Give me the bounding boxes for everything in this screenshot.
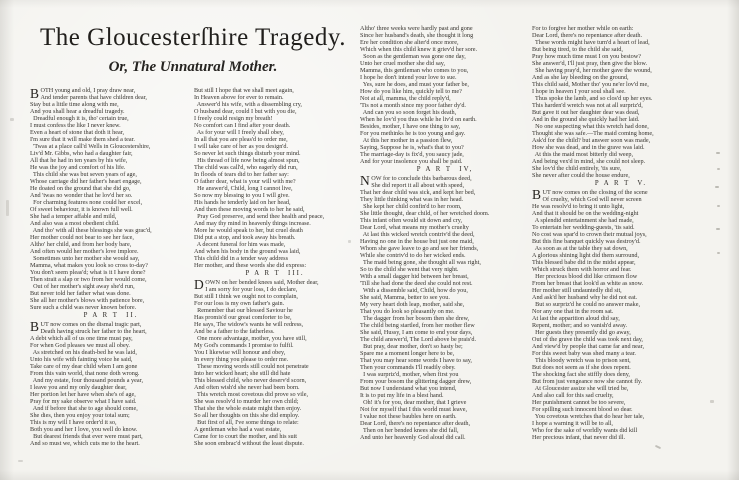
verse-line: Did put a stop, and took away his breath. [194,234,296,241]
verse-line: And when his body in the ground was laid, [194,248,301,255]
scan-artifact [715,186,719,188]
verse-line: Came for to court the mother, and his suit [194,432,298,440]
verse-line: Soon as the gentleman was gone one day, [360,53,466,60]
verse-line: Dreadful enough it is, tho' certain true, [30,115,129,122]
verse-line: While she contriv'd to do her wicked ends. [360,251,466,259]
verse-line: And may thy mind in heavenly things increase. [194,220,311,227]
verse-line: Ere her condition she alter'd once more, [360,39,459,46]
verse-line: Whom she gave leave to go and see her friends, [360,244,479,252]
verse-line: O husband dear, could I but with you die, [194,108,297,115]
verse-line: And in the ground she quickly had her laid. [532,116,640,123]
verse-line: BUT now comes on the closing of the scene [532,187,648,202]
verse-line: But still I think we ought not to complain, [194,292,298,300]
verse-line: I hope he don't intend your love to sue. [360,74,457,81]
verse-line: For you methinks he is too young and gay. [360,130,466,137]
scan-artifact [18,460,23,462]
verse-line: Which when this child knew it griev'd her sore. [360,46,478,53]
verse-line: Her mother, and these words she did express: [194,262,307,269]
verse-line: I was surpriz'd, mother, when first you [360,370,459,378]
verse-line: So now my blessing to you I will give. [194,192,290,199]
verse-line: Mamma, this gentleman who comes to you, [360,67,469,74]
verse-line: The maid being gone, she thought all was right, [360,258,481,266]
verse-line: Liv'd Mr. Gibbs, who had a daughter fair, [30,150,133,157]
verse-line: He doated on the ground that she did go, [30,185,131,192]
verse-line: A glorious shining light did them surround, [532,251,640,259]
verse-line: She little thought, dear child, of her wretched doom. [360,209,490,217]
verse-line: She said, Hussy, I am come to end your days, [360,328,473,336]
drop-cap: B [30,319,40,334]
verse-line: You I likewise will honour and obey, [194,348,286,356]
verse-line: She having pray'd, her mother gave the wound, [532,67,652,74]
scan-artifact [717,168,720,170]
verse-line: This harden'd wretch was not at all surpriz'd, [532,102,643,109]
verse-line: 'Till she had done the deed she could not rest. [360,279,473,287]
verse-line: Her mother still undauntedly did sit, [532,286,622,294]
verse-line: Not for myself that I this world must leave, [360,405,468,413]
verse-line: How do you like him, quickly tell to me? [360,88,462,95]
verse-line: Both you and her I love, you well do know. [30,425,138,433]
verse-line: But never told her father what was done. [30,290,131,297]
scan-artifact [717,252,720,254]
verse-line: She answer'd, I'll just pray, then give the blow. [532,60,648,67]
verse-line: Answer'd his wife, with a dissembling cry, [194,101,302,108]
verse-line: Of cruelty, which God will never screen [542,195,642,203]
verse-line: Having no one in the house but just one maid, [360,237,474,245]
verse-line: And being vex'd in mind, she could not sleep. [532,158,646,165]
verse-line: She did report it all about with speed, [371,181,465,189]
verse-line: And unto her heavenly God aloud did call. [360,433,466,441]
verse-line: But now I understand what you intend, [360,384,457,392]
verse-line: Unto his wife with fainting voice he said, [30,355,133,363]
verse-line: She had a temper affable and mild, [30,213,117,220]
verse-line: I freely could resign my breath! [194,115,273,122]
verse-line: This wretch most covetous did prove so vile, [194,390,308,398]
verse-line: DOWN on her bended knees said, Mother dear, [194,277,319,292]
verse-line: You covetous wretches that do hear her tale, [532,412,645,420]
verse-line: And be a father to the fatherless. [194,327,275,335]
verse-line: My God's commands I promise to fulfil. [194,341,294,349]
verse-line: Pray God preserve, and send thee health and peace, [194,213,325,220]
verse-line: A gentleman who had a vast estate, [194,425,282,433]
verse-line: A decent funeral for him was made, [194,241,286,248]
verse-line: From your bosom the glittering dagger drew, [360,377,472,385]
verse-line: And often wish'd she never had been born. [194,383,300,391]
verse-line: But this fine banquet quickly was destroy'd. [532,237,641,245]
verse-line: It is to put my life in a blest hand. [360,391,444,399]
verse-line: She kept her child confin'd to her room, [360,202,462,210]
verse-line: This bloody wretch was to prison sent, [532,356,631,364]
verse-line: And you shall hear a dreadful tragedy. [30,108,125,115]
verse-line: And view'd by people that came far and near, [532,342,645,350]
verse-line: And often would her mother's love implore. [30,248,139,255]
verse-line: With a small dagger hid between her breast, [360,272,469,280]
verse-line: At this her mother in a passion flew, [360,137,453,144]
verse-line: Remember that our blessed Saviour he [194,306,293,314]
verse-line: So all her thoughts on this she did employ. [194,411,300,419]
verse-line: But being tired, to the child she said, [532,46,623,53]
verse-line: I must confess the like I never knew. [30,122,121,129]
verse-line: This blessed babe did in the midst appear, [532,258,636,266]
verse-line: But dearest friends that ever were must part, [30,432,143,440]
verse-line: Take care of my dear child when I am gone [30,362,138,370]
verse-line: In all that you are pleas'd to order me, [194,136,288,143]
verse-line: Then strait a slap or two from her would come, [30,276,147,283]
verse-line: She lov'd the child entirely, 'tis sure, [532,165,622,172]
verse-line: But from just vengeance now she cannot fly. [532,377,643,385]
verse-line: This child she was but seven years of age, [30,171,137,178]
verse-line: You don't seem pleas'd; what is it I have done? [30,269,146,276]
verse-line: Unto her cruel mother she did say, [360,60,445,67]
verse-line: BOTH young and old, I pray draw near, [30,85,136,101]
verse-line: Into her wicked heart; she still did hate [194,369,291,377]
verse-line: Her portion let her have when she's of age, [30,390,136,398]
verse-line: Her punishment cannot be too severe, [532,398,626,406]
verse-line: To entertain her wedding-guests, 'tis said. [532,223,635,231]
drop-cap: D [194,277,204,292]
verse-line: His hands he tenderly laid on her head, [194,199,291,206]
scan-artifact [716,228,720,230]
verse-line: Yes, sure he does, and must your father be, [360,81,469,88]
verse-line: No one suspecting what this wretch had done, [532,123,649,130]
verse-line: That you do look so pleasantly on me. [360,307,455,315]
verse-line: At this the maid most bitterly did weep, [532,151,634,158]
verse-line: Has promis'd our great comforter to be, [194,313,292,321]
text-column-1 [30,87,192,447]
verse-line: But gave it out her daughter dear was dead, [532,109,640,116]
verse-line: These words might have turn'd a heart of lead, [532,39,650,46]
verse-line: This infant often would sit down and cry, [360,216,463,224]
verse-line: For charming features none could her excel, [30,199,143,206]
verse-line: For when God pleases we must all obey. [30,341,130,349]
verse-line: That she the whole estate might then enjoy. [194,404,302,412]
verse-line: And 'twas no wonder that he lov'd her so. [30,192,133,199]
verse-line: Altho' three weeks were hardly past and gone [360,25,473,32]
verse-line: Sure such a child was never known before. [30,304,137,311]
verse-line: In every thing you please to order me. [194,355,289,363]
verse-line: Out of the grave the child was took next day, [532,335,643,343]
verse-line: Nor any one that in the room sat. [532,307,614,315]
verse-line: But first of all, I've some things to relate: [194,418,299,426]
verse-line: No comfort can I find after your death. [194,122,291,129]
verse-line: Repent, mother; and so vanish'd away. [532,321,628,329]
verse-line: I am sorry for your loss, I do declare, [205,285,298,293]
verse-line: I hope in heaven I your soul shall see. [532,88,626,95]
verse-line: Even a heart of stone that doth it hear, [30,129,125,136]
verse-line: Dear Lord, there's no repentance after death. [532,32,643,39]
verse-line: And can you so soon forget his death, [360,109,457,116]
verse-line: Mamma, what makes you look so cross to-day? [30,262,148,269]
verse-line: NOW for to conclude this barbarous deed, [360,173,472,188]
verse-line: She was resolv'd to murder her own child; [194,397,299,405]
verse-line: Spare me a moment longer here to be, [360,349,455,357]
verse-line: Then your commands I'll readily obey. [360,363,456,371]
verse-line: She never after could the house endure, [532,172,630,179]
part-heading: P A R T III. [245,270,305,277]
verse-line: So never let such things disturb your mind. [194,150,301,157]
verse-line: She all her mother's blows with patience bore, [30,297,145,304]
verse-line: And also call for this sad cruelty, [532,391,614,399]
verse-line: I will take care of her as you design'd. [194,143,289,150]
verse-line: A splendid entertainment she had made, [532,216,634,224]
verse-line: He says, The widow's wants he will redress, [194,320,304,328]
verse-line: As stretched on his death-bed he was laid, [30,348,137,356]
scan-artifact [348,240,351,243]
verse-line: The child answer'd, The Lord above be prais'd. [360,335,477,343]
verse-line: But still I hope that we shall meet again, [194,87,294,94]
drop-cap: B [30,85,40,101]
verse-line: Of sweet behaviour, it is known full well. [30,206,133,213]
verse-line: O father dear, what is your will with me? [194,178,296,185]
part-heading: P A R T V. [594,180,648,187]
verse-line: How she was dead, and in the grave was laid. [532,144,645,151]
scan-artifact [10,118,14,121]
verse-line: In floods of tears did to her father say: [194,171,289,178]
verse-line: Then on her bended knees she did fall, [360,426,459,434]
verse-line: At last this wicked wretch contriv'd the deed, [360,230,475,238]
verse-line: Saying, Suppose he is, what's that to you? [360,144,464,151]
verse-line: This is my will I have order'd it so, [30,418,117,426]
scan-artifact [716,152,720,154]
scan-artifact [655,445,661,449]
verse-line: I value not these baubles here on earth. [360,412,457,420]
verse-line: The child being startled, from her mother flew [360,321,475,329]
verse-line: I leave you and my only daughter dear, [30,383,127,391]
verse-line: All that he had in ten years by his wife, [30,157,128,164]
verse-line: He answer'd, Child, long I cannot live, [194,185,293,192]
scan-artifact [717,205,720,207]
verse-line: And if before that she to age should come, [30,404,138,412]
verse-line: BUT now comes on the dismal tragic part, [30,319,142,334]
scan-artifact [6,200,9,216]
verse-line: From this vain world, that none doth wrong. [30,369,140,377]
verse-line: She said, Mamma, better to see you. [360,293,450,301]
verse-line: The dagger from her bosom then she drew, [360,314,470,322]
verse-line: That her dear child was sick, and kept her bed, [360,188,476,196]
drop-cap: N [360,173,370,188]
verse-line: This child said, Mother tho' you ne'er lov'd me, [532,81,649,88]
verse-line: When he lov'd you thus while he liv'd on earth. [360,116,477,123]
document-title: The Gloucesterſhire Tragedy. [39,24,347,51]
verse-line: His thread of life now being almost spun, [194,157,300,164]
verse-line: The shocking fact she stiffly does deny, [532,370,630,378]
verse-line: And for your insolence you shall be paid. [360,158,463,165]
verse-line: This child did in a tender way address [194,255,288,262]
verse-line: And tho' with all these blessings she was grac'd, [30,227,152,234]
verse-line: Her guests they presently did go away, [532,328,631,336]
verse-line: For to forgive her mother while on earth: [532,25,634,32]
verse-line: Thus spoke the lamb, and so clos'd up her eyes. [532,95,653,102]
verse-line: Who for the sake of worldly wants did kill [532,426,638,434]
verse-line: The child was call'd, who eagerly did run, [194,164,298,171]
verse-line: But so surpriz'd he could no answer make, [532,300,640,308]
verse-line: But does not seem as if she does repent. [532,363,631,371]
verse-line: Thought she was safe.—The maid coming home, [532,130,654,137]
verse-line: And also was a most obedient child. [30,220,120,227]
verse-line: One more advantage, mother, you have still, [194,334,307,342]
verse-line: Sometimes unto her mother she would say, [30,255,140,262]
verse-line: From her breast that look'd as white as snow. [532,279,644,287]
verse-line: Since her husband's death, she thought it long [360,32,474,39]
verse-line: At last the apparition aloud did say, [532,314,620,322]
verse-line: These moving words still could not penetrate [194,362,309,370]
verse-line: At Gloucester assize she will tried be, [532,384,629,392]
verse-line: And then these moving words to her he said, [194,206,305,213]
part-heading: P A R T II. [83,312,139,319]
part-heading: P A R T IV, [416,166,474,173]
verse-line: She dies, then you enjoy your total sum; [30,411,130,419]
verse-line: As soon as at the table they sat down, [532,244,628,252]
verse-line: Not at all, mamma, the child reply'd, [360,95,451,102]
verse-line: Out of her mother's sight away she'd run, [30,283,135,290]
verse-line: Pray how much time must I on you bestow? [532,53,641,60]
verse-line: Her precious infant, that never did ill. [532,433,626,441]
text-column-4 [532,25,710,441]
verse-line: In Heaven above for ever to remain. [194,94,284,101]
verse-line: Pray for my sake observe what I have said. [30,397,137,405]
verse-line: As for your will I freely shall obey, [194,129,284,136]
verse-line: Oh! it's for you, dear mother, that I grieve [360,398,467,406]
drop-cap: B [532,187,542,202]
verse-line: Which struck them with horror and fear. [532,265,632,273]
verse-line: And ask'd her husband why he did not eat. [532,293,638,301]
verse-line: That you may hear some words I have to say, [360,356,472,364]
verse-line: A debt which all of us one time must pay, [30,334,133,342]
document-subtitle: Or, The Unnatural Mother. [108,59,278,75]
verse-line: More he would speak to her, but cruel death [194,227,303,234]
verse-line: No cost was spar'd to crown their mutual joys, [532,230,647,238]
verse-line: And as she lay bleeding on the ground, [532,74,629,81]
verse-line: With a dissemble said, Child, how do you, [360,286,468,294]
verse-line: She soon embrac'd without the least dispute. [194,439,304,447]
verse-line: And my estate, four thousand pounds a year, [30,376,143,384]
verse-line: For spilling such innocent blood so dear. [532,405,633,413]
text-column-2 [194,87,356,447]
verse-line: And that it should be on the wedding-night [532,209,639,217]
text-column-3 [360,25,530,441]
scan-artifact [710,400,714,403]
verse-line: I hope a warning it will be to all, [532,419,613,427]
verse-line: Besides, mother, I have one thing to say, [360,123,461,130]
verse-line: I'm sure that it will make them shed a tear. [30,136,135,143]
verse-line: He was resolv'd to bring it unto light, [532,202,625,210]
verse-line: 'Tis not a month since my poor father dy'd. [360,102,466,109]
verse-line: But pray, dear mother, don't so hasty be; [360,342,463,350]
verse-line: He was the joy and comfort of his life. [30,164,126,171]
verse-line: They little thinking what was in her head. [360,195,464,203]
verse-line: This blessed child, who never deserv'd scorn, [194,376,307,384]
verse-line: Altho' her child, and from her body bare, [30,241,132,248]
verse-line: For this sweet baby was shed many a tear. [532,349,636,357]
verse-line: Her mother could not bear to see her face, [30,234,134,241]
verse-line: Dear Lord, what means my mother's cruelty [360,223,469,231]
verse-line: The marriage-day is fix'd, you saucy jade, [360,151,464,158]
verse-line: Stay but a little time along with me, [30,101,119,108]
verse-line: Ask'd for the child? but answer soon was made, [532,137,651,144]
verse-line: So to the child she went that very night. [360,265,459,273]
verse-line: 'Twas at a place call'd Wells in Gloucestershire, [30,143,151,150]
verse-line: Whose carriage did her father's heart engage, [30,178,142,185]
verse-line: Her precious blood did like crimson flow [532,272,638,280]
verse-line: Death having struck her father to the heart, [40,327,147,335]
verse-line: And so must we, which cuts me to the heart. [30,439,140,447]
verse-line: For our loss is my own father's gain. [194,299,285,307]
verse-line: Dear Lord, there's no repentance after death, [360,419,471,427]
verse-line: My very heart doth leap, mother, said she, [360,300,465,308]
verse-line: And tender parents that have children dear, [40,94,147,101]
